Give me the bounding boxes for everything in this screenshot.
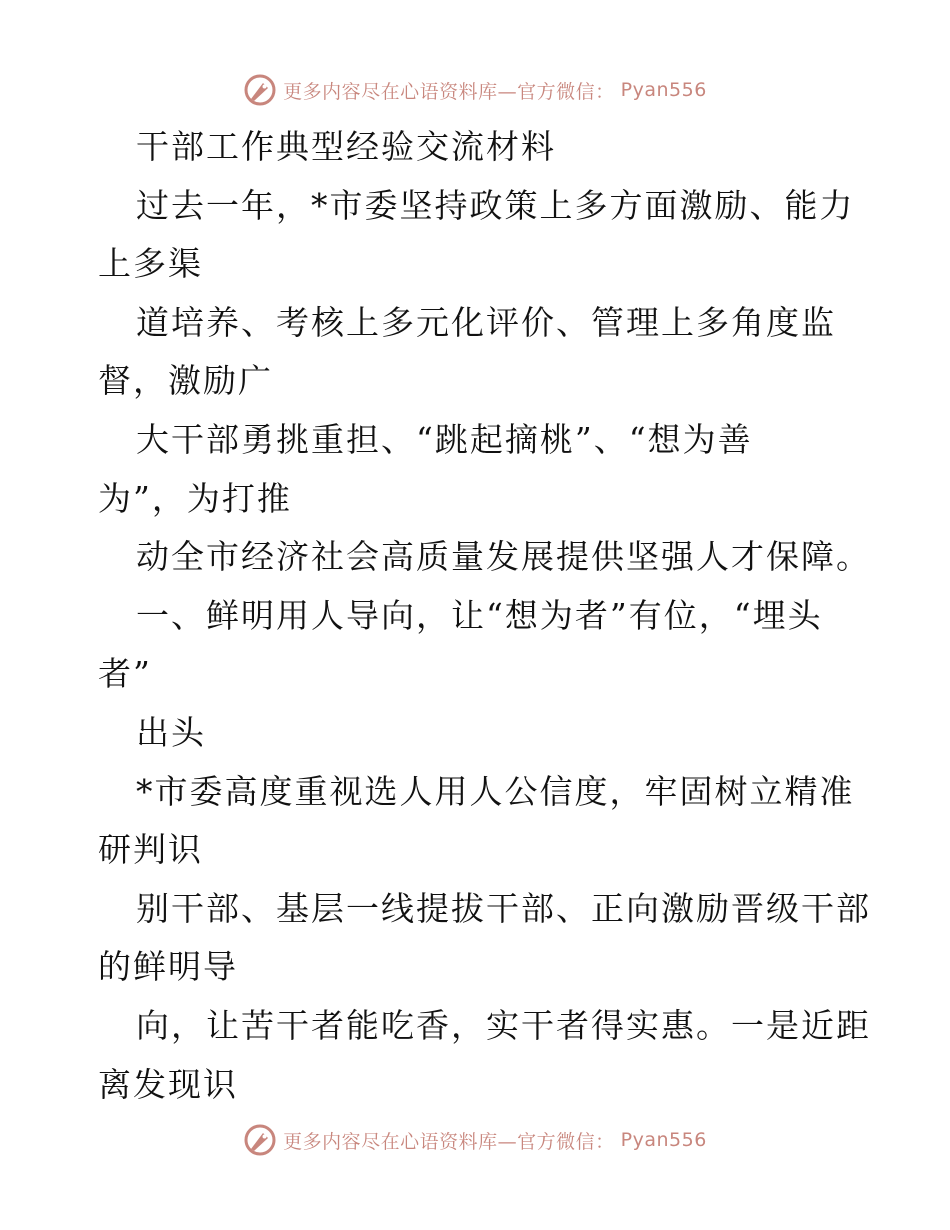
text-line: 研判识	[98, 830, 203, 870]
text-line: 一、鲜明用人导向，让“想为者”有位，“埋头	[136, 595, 823, 635]
text-line: 向，让苦干者能吃香，实干者得实惠。一是近距	[136, 1005, 871, 1045]
text-line: 过去一年，*市委坚持政策上多方面激励、能力	[136, 185, 855, 225]
text-line: 离发现识	[98, 1064, 238, 1104]
text-line: 干部工作典型经验交流材料	[136, 127, 556, 166]
footer-watermark-text: 更多内容尽在心语资料库—官方微信：	[283, 1130, 615, 1153]
footer-watermark	[0, 1120, 950, 1160]
header-wechat-id: Pyan556	[620, 79, 707, 101]
header-watermark	[0, 70, 950, 110]
text-line: 道培养、考核上多元化评价、管理上多角度监	[136, 302, 836, 342]
document-body	[98, 118, 871, 1114]
text-line: 动全市经济社会高质量发展提供坚强人才保障。	[136, 537, 871, 577]
text-line: 别干部、基层一线提拔干部、正向激励晋级干部	[136, 888, 871, 928]
pen-nib-logo-icon	[243, 1123, 277, 1157]
text-line: 出头	[136, 712, 206, 752]
header-watermark-text: 更多内容尽在心语资料库—官方微信：	[283, 80, 615, 103]
text-line: 为”，为打推	[98, 478, 292, 518]
text-line: 督，激励广	[98, 361, 273, 401]
text-line: 上多渠	[98, 244, 203, 284]
text-line: 者”	[98, 654, 152, 694]
pen-nib-logo-icon	[243, 73, 277, 107]
footer-wechat-id: Pyan556	[620, 1129, 707, 1151]
text-line: *市委高度重视选人用人公信度，牢固树立精准	[136, 771, 855, 811]
text-line: 大干部勇挑重担、“跳起摘桃”、“想为善	[136, 419, 753, 459]
text-line: 的鲜明导	[98, 947, 238, 987]
